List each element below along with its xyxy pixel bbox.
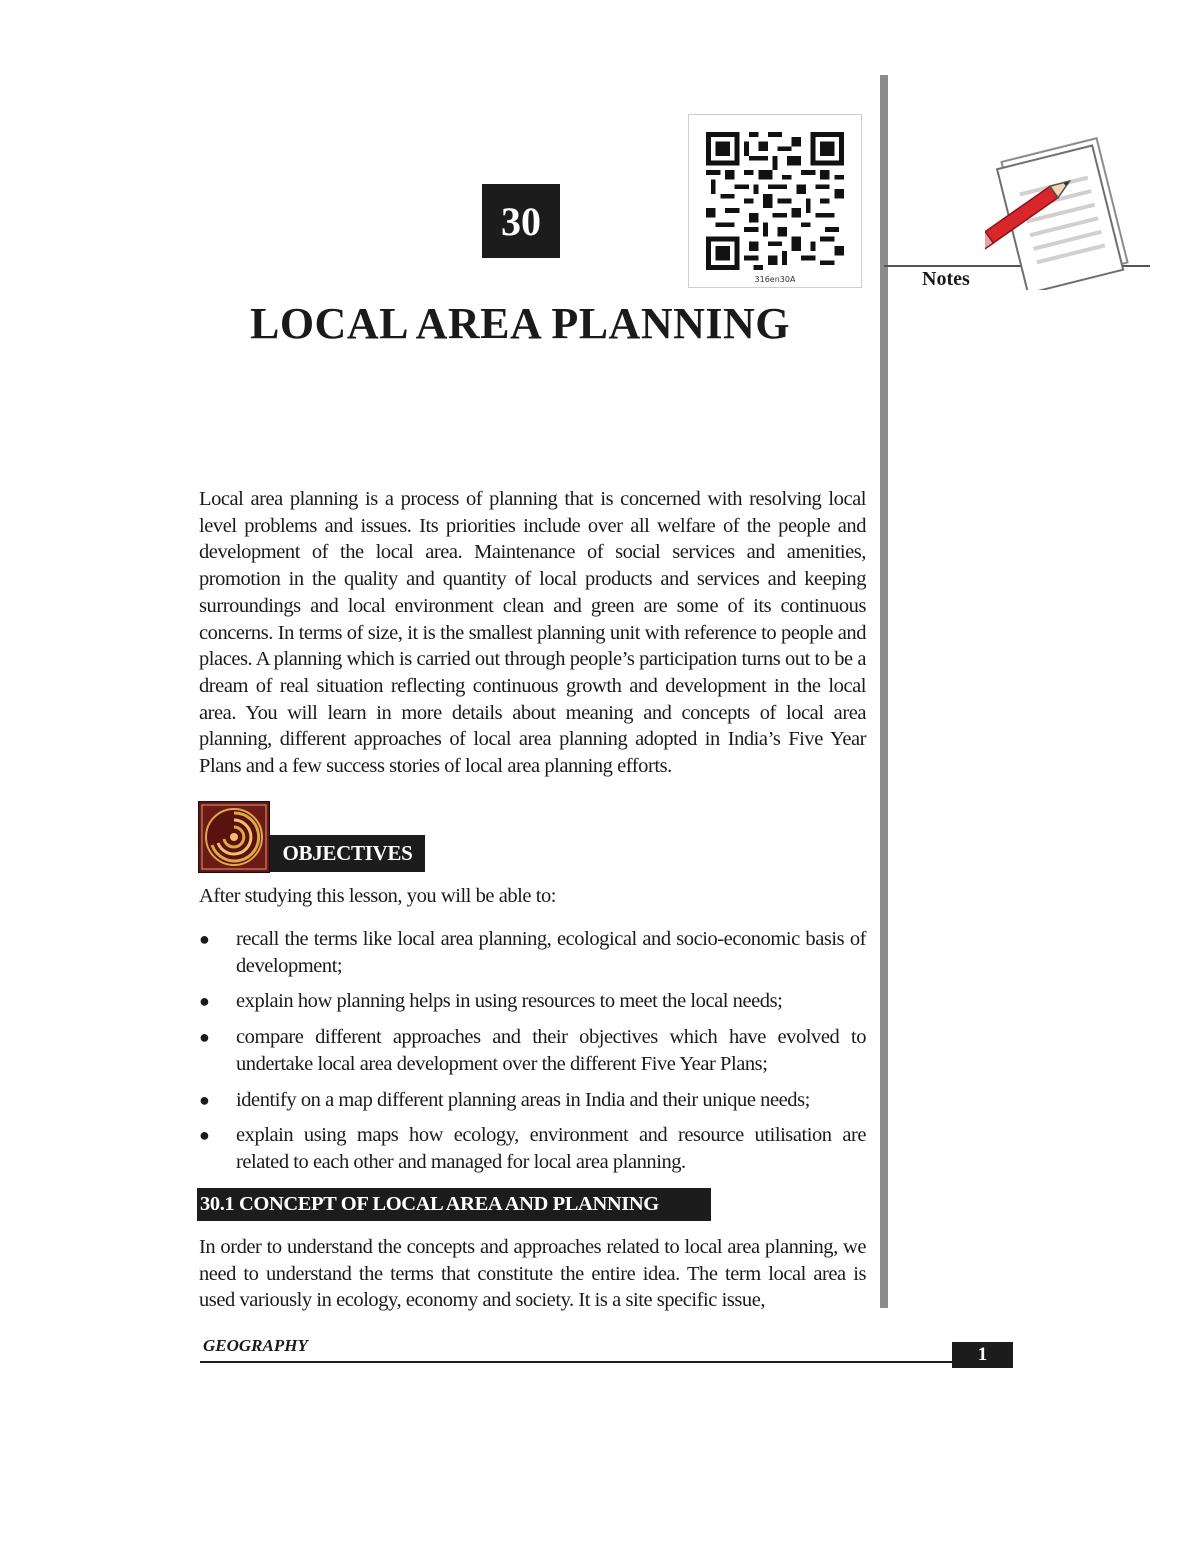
notepad-pencil-icon [985, 130, 1130, 290]
footer-subject: GEOGRAPHY [203, 1336, 308, 1355]
list-item: ● explain how planning helps in using resources to meet the local needs; [199, 988, 866, 1015]
margin-rule [880, 75, 888, 1308]
bullet-icon: ● [199, 929, 210, 949]
objectives-lead: After studying this lesson, you will be able to: [199, 885, 557, 907]
list-item: ● compare different approaches and their objectives which have evolved to undertake local area development over the different Five Year Plans; [199, 1026, 866, 1075]
bullet-icon: ● [199, 1027, 210, 1048]
objectives-list [199, 926, 866, 1185]
list-item: ● recall the terms like local area planning, ecological and socio-economic basis of development; [199, 928, 866, 977]
objectives-heading: OBJECTIVES [270, 835, 425, 872]
bullet-icon: ● [199, 991, 210, 1012]
section-heading: 30.1 CONCEPT OF LOCAL AREA AND PLANNING [197, 1188, 711, 1221]
section-paragraph: In order to understand the concepts and approaches related to local area planning, we need to understand the terms that constitute the entire idea. The term local area is used variously in ecology, economy and society. It is a site specific issue, [199, 1236, 866, 1312]
intro-paragraph: Local area planning is a process of planning that is concerned with resolving local level problems and issues. Its priorities include over all welfare of the people and development of the local area. Maintenance of social services and amenities, promotion in the quality and quantity of local products and services and keeping surroundings and local environment clean and green are some of its continuous concerns. In terms of size, it is the smallest planning unit with reference to people and places. A planning which is carried out through people’s participation turns out to be a dream of real situation reflecting continuous growth and development in the local area. You will learn in more details about meaning and concepts of local area planning, different approaches of local area planning adopted in India’s Five Year Plans and a few success stories of local area planning efforts. [199, 488, 866, 778]
list-item: ● explain using maps how ecology, environment and resource utilisation are related to each other and managed for local area planning. [199, 1124, 866, 1173]
footer-rule [200, 1361, 952, 1363]
chapter-number: 30 [501, 198, 541, 244]
chapter-title: LOCAL AREA PLANNING [249, 299, 791, 348]
qr-code-label: 316en30A [754, 275, 796, 284]
qr-code[interactable] [688, 114, 862, 288]
qr-code-icon [706, 132, 844, 270]
page-number: 1 [952, 1342, 1013, 1368]
notes-label: Notes [922, 268, 970, 290]
chapter-number-badge [482, 184, 560, 258]
list-item: ● identify on a map different planning areas in India and their unique needs; [199, 1087, 866, 1114]
bullet-icon: ● [199, 1089, 210, 1110]
target-icon [198, 801, 270, 873]
bullet-icon: ● [199, 1125, 210, 1146]
